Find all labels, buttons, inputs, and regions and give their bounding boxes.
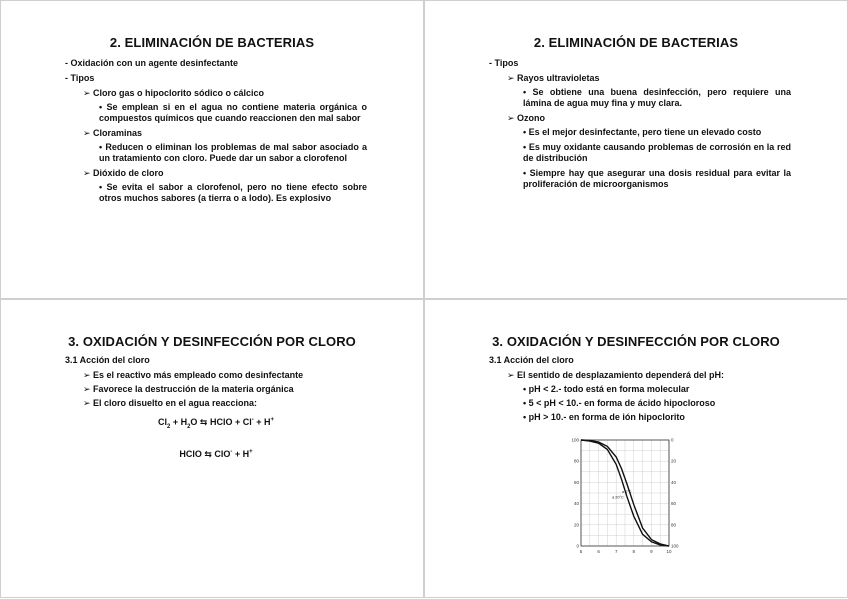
- list-item: - Tipos: [489, 58, 519, 68]
- y-right-tick-label: 0: [671, 437, 674, 443]
- slide-title: 3. OXIDACIÓN Y DESINFECCIÓN POR CLORO: [68, 334, 356, 349]
- list-item: • Es muy oxidante causando problemas de corrosión en la red de distribución: [523, 142, 791, 163]
- slide-body: [489, 355, 791, 427]
- slide-4: [424, 299, 848, 598]
- list-item: • pH < 2.- todo está en forma molecular: [523, 384, 690, 394]
- slide-body: [489, 58, 791, 194]
- list-item: ➢ Cloro gas o hipoclorito sódico o cálcico: [83, 88, 265, 98]
- x-tick-label: 6: [597, 549, 600, 554]
- y-right-tick-label: 40: [671, 479, 677, 485]
- list-item: • 5 < pH < 10.- en forma de ácido hipocloroso: [523, 398, 716, 408]
- arrow-bullet-icon: ➢: [507, 370, 515, 380]
- equation-1: $Cl_2 + H_2O$ ⇆ HClO + Cl- + H+: [157, 417, 275, 430]
- list-item: • pH > 10.- en forma de ión hipoclorito: [523, 412, 685, 422]
- list-item: - Oxidación con un agente desinfectante: [65, 58, 239, 68]
- slide-1: [0, 0, 424, 299]
- y-left-tick-label: 20: [573, 522, 579, 528]
- x-tick-label: 9: [650, 549, 653, 554]
- slide-2: [424, 0, 848, 299]
- series-label: a 0°C: [621, 490, 632, 494]
- list-item: • Se obtiene una buena desinfección, pero requiere una lámina de agua muy fina y muy clara.: [523, 87, 791, 108]
- list-item: • Siempre hay que asegurar una dosis residual para evitar la proliferación de microorganismos: [523, 168, 791, 189]
- y-left-tick-label: 80: [573, 458, 579, 464]
- list-item: ➢ Ozono: [507, 113, 545, 123]
- y-left-tick-label: 0: [576, 543, 579, 549]
- slide-title: 3. OXIDACIÓN Y DESINFECCIÓN POR CLORO: [492, 334, 780, 349]
- series-label: a 20°C: [612, 495, 624, 500]
- chlorine-ph-chart: [565, 436, 685, 556]
- arrow-bullet-icon: ➢: [83, 384, 91, 394]
- list-item: • Es el mejor desinfectante, pero tiene un elevado costo: [523, 127, 762, 137]
- arrow-bullet-icon: ➢: [83, 398, 91, 408]
- list-item: • Se emplean si en el agua no contiene materia orgánica o compuestos químicos que cuando reaccionen den mal sabor: [99, 102, 367, 123]
- arrow-bullet-icon: ➢: [83, 128, 91, 138]
- slide-body: [65, 355, 367, 460]
- x-tick-label: 5: [579, 549, 583, 554]
- x-tick-label: 7: [614, 549, 618, 554]
- arrow-bullet-icon: ➢: [83, 168, 91, 178]
- x-tick-label: 10: [666, 549, 672, 554]
- y-right-tick-label: 80: [671, 522, 677, 528]
- slide-title: 2. ELIMINACIÓN DE BACTERIAS: [109, 35, 315, 50]
- list-item: 3.1 Acción del cloro: [489, 355, 574, 365]
- slide-body: [65, 58, 367, 208]
- list-item: - Tipos: [65, 73, 95, 83]
- list-item: 3.1 Acción del cloro: [65, 355, 150, 365]
- list-item: • Se evita el sabor a clorofenol, pero no tiene efecto sobre otros muchos sabores (a tierra o a lodo). Es explosivo: [99, 182, 367, 203]
- arrow-bullet-icon: ➢: [507, 73, 515, 83]
- y-right-tick-label: 60: [671, 501, 677, 507]
- list-item: ➢ El sentido de desplazamiento dependerá del pH:: [507, 370, 725, 380]
- list-item: ➢ El cloro disuelto en el agua reacciona:: [83, 398, 258, 408]
- list-item: ➢ Dióxido de cloro: [83, 168, 164, 178]
- arrow-bullet-icon: ➢: [507, 113, 515, 123]
- y-right-tick-label: 100: [671, 543, 679, 549]
- chart-svg: [565, 436, 685, 556]
- equation-2: HClO ⇆ ClO- + H+: [179, 448, 253, 459]
- x-tick-label: 8: [632, 549, 636, 554]
- list-item: • Reducen o eliminan los problemas de mal sabor asociado a un tratamiento con cloro. Puede dar un sabor a clorofenol: [99, 142, 367, 163]
- list-item: ➢ Cloraminas: [83, 128, 143, 138]
- list-item: ➢ Rayos ultravioletas: [507, 73, 600, 83]
- y-right-tick-label: 20: [671, 458, 677, 464]
- y-left-tick-label: 100: [571, 437, 579, 443]
- arrow-bullet-icon: ➢: [83, 88, 91, 98]
- y-left-tick-label: 60: [573, 479, 579, 485]
- list-item: ➢ Es el reactivo más empleado como desinfectante: [83, 370, 304, 380]
- y-left-tick-label: 40: [573, 501, 579, 507]
- slide-3: [0, 299, 424, 598]
- slide-title: 2. ELIMINACIÓN DE BACTERIAS: [533, 35, 739, 50]
- arrow-bullet-icon: ➢: [83, 370, 91, 380]
- list-item: ➢ Favorece la destrucción de la materia orgánica: [83, 384, 294, 394]
